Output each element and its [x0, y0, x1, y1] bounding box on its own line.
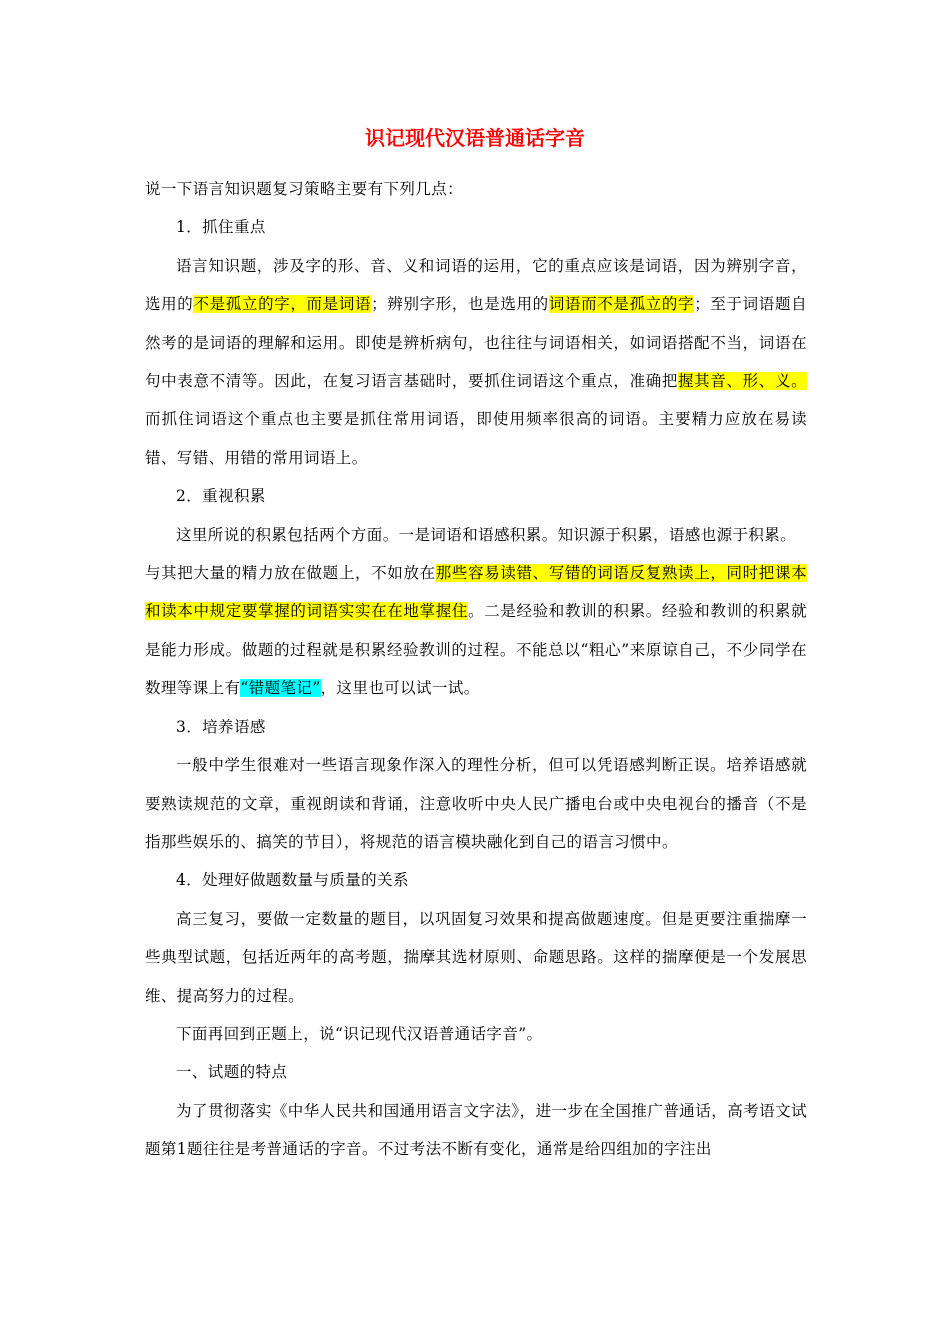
highlight-yellow: 那些容易读错、写错的词语反复熟读上，同时把课本和读本中规定要掌握的词语实实在在地掌握住: [145, 564, 808, 621]
paragraph-language-sense: 一般中学生很难对一些语言现象作深入的理性分析，但可以凭语感判断正误。培养语感就要熟读规范的文章，重视朗读和背诵，注意收听中央人民广播电台或中央电视台的播音（不是指那些娱乐的、搞笑的节目），将规范的语言模块融化到自己的语言习惯中。: [145, 756, 807, 851]
section-heading-5: 一、试题的特点: [176, 1063, 288, 1082]
highlight-yellow: 不是孤立的字，而是词语: [193, 295, 372, 314]
text-run: 而抓住词语这个重点也主要是抓住常用词语，即使用频率很高的词语。主要精力应放在易读错、写错、用错的常用词语上。: [145, 410, 807, 467]
text-run: 。二是经验和教训的积累。经验和教训的积累就是能力形成。做题的过程就是积累经验教训的过程。不能总以“粗心”来原谅自己，不少同学在数理等课上有: [145, 602, 807, 698]
highlight-yellow: 词语而不是孤立的字: [548, 295, 695, 314]
text-run: ；至于词语题自然考的是词语的理解和运用。即使是辨析病句，也往往与词语相关，如词语搭配不当，词语在句中表意不清等。因此，在复习语言基础时，要抓住词语这个重点，准确把: [145, 295, 807, 391]
highlight-yellow: 握其音、形、义。: [678, 372, 807, 391]
text-run: 与其把大量的精力放在做题上，不如放在: [145, 564, 436, 583]
section-heading-1: 1．抓住重点: [176, 218, 266, 237]
paragraph-accumulation: 这里所说的积累包括两个方面。一是词语和语感积累。知识源于积累，语感也源于积累。: [176, 525, 797, 544]
intro-paragraph: 说一下语言知识题复习策略主要有下列几点：: [145, 180, 464, 198]
page-title: 识记现代汉语普通话字音: [365, 126, 585, 150]
text-run: ，这里也可以试一试。: [320, 679, 480, 698]
paragraph-transition: 下面再回到正题上，说“识记现代汉语普通话字音”。: [176, 1024, 543, 1043]
section-heading-2: 2．重视积累: [176, 487, 266, 506]
highlight-cyan: “错题笔记”: [240, 679, 321, 698]
paragraph-exam-features: 为了贯彻落实《中华人民共和国通用语言文字法》，进一步在全国推广普通话，高考语文试题第1题往往是考普通话的字音。不过考法不断有变化，通常是给四组加的字注出: [145, 1101, 807, 1159]
text-run: ；辨别字形，也是选用的: [371, 295, 549, 314]
section-heading-4: 4．处理好做题数量与质量的关系: [176, 871, 409, 890]
text-run: 语言知识题，涉及字的形、音、义和词语的运用，它的重点应该是词语，因为辨别字音，选用的: [145, 256, 807, 314]
document-body: [145, 170, 807, 1169]
section-heading-3: 3．培养语感: [176, 717, 266, 736]
paragraph-practice: [145, 554, 807, 708]
paragraph-quantity-quality: 高三复习，要做一定数量的题目，以巩固复习效果和提高做题速度。但是更要注重揣摩一些典型试题，包括近两年的高考题，揣摩其选材原则、命题思路。这样的揣摩便是一个发展思维、提高努力的过程。: [145, 909, 807, 1005]
paragraph-focus: [145, 247, 807, 477]
